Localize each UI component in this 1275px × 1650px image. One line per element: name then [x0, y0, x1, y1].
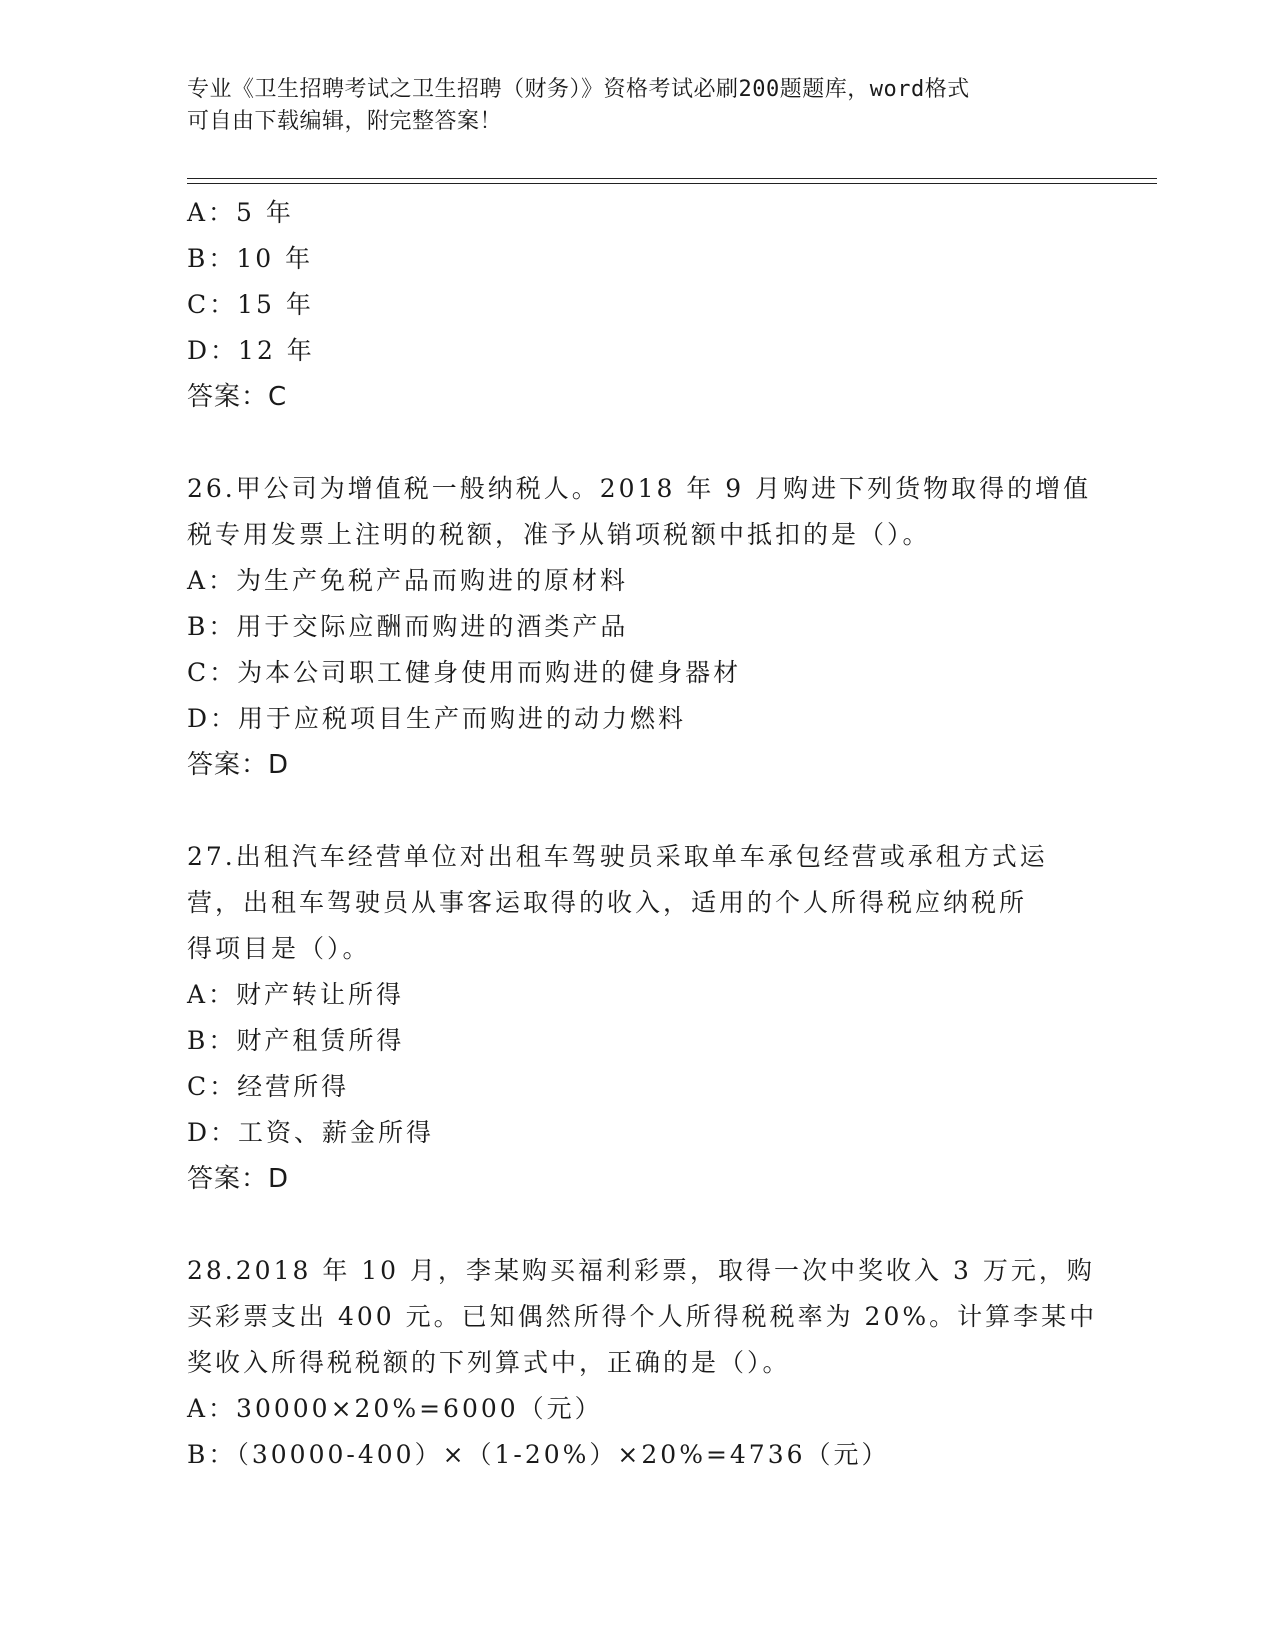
header-divider-bottom: [187, 183, 1157, 184]
option-a: A：为生产免税产品而购进的原材料: [187, 566, 629, 595]
answer-line: 答案：D: [187, 750, 290, 780]
question-text-line: 买彩票支出 400 元。已知偶然所得个人所得税税率为 20%。计算李某中: [187, 1302, 1098, 1331]
question-26: [187, 466, 1092, 788]
option-a: A：30000×20%=6000（元）: [187, 1394, 603, 1423]
option-a: A：财产转让所得: [187, 980, 405, 1009]
question-text-line: 营，出租车驾驶员从事客运取得的收入，适用的个人所得税应纳税所: [187, 888, 1028, 917]
question-text-line: 奖收入所得税税额的下列算式中，正确的是（）。: [187, 1348, 791, 1377]
page-header: [187, 74, 1087, 138]
option-c: C：为本公司职工健身使用而购进的健身器材: [187, 658, 742, 687]
header-divider-top: [187, 178, 1157, 179]
question-text-line: 税专用发票上注明的税额，准予从销项税额中抵扣的是（）。: [187, 520, 931, 549]
option-b: B：（30000-400）×（1-20%）×20%=4736（元）: [187, 1440, 890, 1469]
answer-line: 答案：D: [187, 1164, 290, 1194]
question-text-line: 27.出租汽车经营单位对出租车驾驶员采取单车承包经营或承租方式运: [187, 842, 1048, 871]
question-text-line: 26.甲公司为增值税一般纳税人。2018 年 9 月购进下列货物取得的增值: [187, 474, 1092, 503]
question-27: [187, 834, 1087, 1202]
header-line-2: 可自由下载编辑，附完整答案！: [187, 109, 503, 134]
question-28: [187, 1248, 1098, 1478]
question-25-block: [187, 190, 1087, 420]
option-d: D：12 年: [187, 336, 315, 365]
option-b: B：用于交际应酬而购进的酒类产品: [187, 612, 629, 641]
option-c: C：15 年: [187, 290, 314, 319]
header-line-1: 专业《卫生招聘考试之卫生招聘（财务）》资格考试必刷200题题库，word格式: [187, 77, 970, 102]
question-text-line: 得项目是（）。: [187, 934, 371, 963]
option-b: B：财产租赁所得: [187, 1026, 405, 1055]
option-a: A：5 年: [187, 198, 294, 227]
option-d: D：用于应税项目生产而购进的动力燃料: [187, 704, 687, 733]
spacer: [187, 420, 1087, 466]
option-c: C：经营所得: [187, 1072, 350, 1101]
spacer: [187, 1202, 1087, 1248]
question-text-line: 28.2018 年 10 月，李某购买福利彩票，取得一次中奖收入 3 万元，购: [187, 1256, 1095, 1285]
answer-line: 答案：C: [187, 382, 288, 412]
option-b: B：10 年: [187, 244, 314, 273]
option-d: D：工资、薪金所得: [187, 1118, 435, 1147]
question-list: [187, 190, 1098, 1478]
spacer: [187, 788, 1087, 834]
